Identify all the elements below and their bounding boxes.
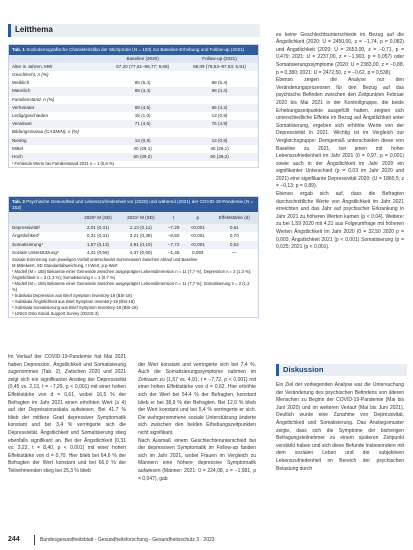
table-1-col-header: Baseline (2020) bbox=[104, 55, 181, 63]
table-2-col-header: Effektstärke (d) bbox=[211, 212, 258, 224]
table-cell: 4,41 (0,56) bbox=[86, 249, 110, 255]
table-2-col-header: t bbox=[162, 212, 185, 224]
table-cell: <0,001 bbox=[185, 224, 211, 232]
table-2-notes bbox=[9, 257, 258, 317]
table-1-note: ¹ Fehlende Werte bei Familienstand 2021 n = 1 (0,6 %) bbox=[12, 161, 114, 167]
table-cell-label: Weiblich bbox=[12, 80, 30, 86]
table-1-grid bbox=[9, 55, 258, 162]
table-2-caption bbox=[9, 197, 258, 212]
table-cell bbox=[181, 96, 258, 104]
table-cell: 69 (4,5) bbox=[104, 104, 181, 112]
table-1-label: Tab. 1 bbox=[12, 47, 25, 52]
table-cell-label: Bildungsniveau (CASMIN), n (%) bbox=[12, 129, 79, 135]
table-cell: 4,37 (0,60) bbox=[129, 249, 152, 255]
discussion-heading bbox=[276, 364, 407, 376]
page-footer bbox=[8, 534, 404, 546]
table-cell bbox=[181, 128, 258, 136]
table-note: ⁵ Subskala Somatisierung aus Brief Symptom Inventory-18 (BSI-18) bbox=[12, 305, 138, 310]
table-cell-label: Ledig/geschieden bbox=[12, 113, 49, 119]
table-2-caption-text: Psychische Gesundheit und Lebenszufriedenheit vor (2020) und während (2021) der COVID-19-Pandemie (N = 153) bbox=[12, 199, 254, 210]
table-cell: −7,29 bbox=[162, 224, 185, 232]
body-column-middle bbox=[138, 354, 256, 530]
table-row bbox=[9, 96, 258, 104]
body-column-right-top bbox=[276, 24, 404, 358]
table-cell: 2,13 (0,11) bbox=[119, 224, 162, 232]
table-row bbox=[9, 249, 258, 257]
table-row bbox=[9, 79, 258, 87]
table-cell bbox=[181, 71, 258, 79]
table-cell: 2,01 (0,31) bbox=[77, 224, 120, 232]
section-header bbox=[8, 24, 260, 37]
table-row bbox=[9, 137, 258, 145]
table-cell: 71 (4,6) bbox=[104, 120, 181, 128]
table-cell bbox=[104, 128, 181, 136]
table-cell: — bbox=[232, 249, 237, 255]
table-cell: 0,61 bbox=[211, 224, 258, 232]
table-cell: 68 (4,4) bbox=[181, 87, 258, 95]
page-number: 244 bbox=[8, 536, 20, 543]
table-cell-label: Soziale Unterstützung⁵ bbox=[12, 249, 59, 255]
table-cell: 1,57 (0,13) bbox=[77, 241, 120, 249]
table-row bbox=[9, 112, 258, 120]
table-cell: 60 (39,2) bbox=[181, 153, 258, 161]
table-cell-label: Familienstand, n (%) bbox=[12, 96, 55, 102]
table-note: ⁶ LINKS Oslo Social Support Survey (OSSS-3) bbox=[12, 311, 99, 316]
table-note: Soziale Erinnerung zum jeweiligen Vorfall unterscheidet Summenwert zwischen Ablauf und Baseline bbox=[12, 257, 198, 262]
table-1-col-header: Follow-up (2021) bbox=[181, 55, 258, 63]
table-row bbox=[9, 153, 258, 161]
table-cell: 68 (4,4) bbox=[104, 87, 181, 95]
table-cell-label: Niedrig bbox=[9, 137, 104, 145]
table-cell: −7,72 bbox=[162, 241, 185, 249]
table-2 bbox=[8, 196, 259, 318]
table-cell: 4,91 (0,10) bbox=[119, 241, 162, 249]
table-cell: 88 (5,4) bbox=[211, 80, 228, 86]
table-row bbox=[9, 224, 258, 232]
table-1-caption-text: Soziodemografische Charakteristika der Stichprobe (N = 153) zur Baseline-Erhebung und Follow-up (2021) bbox=[26, 47, 245, 52]
table-cell-label: Mittel bbox=[12, 145, 23, 151]
table-row bbox=[9, 87, 258, 95]
table-cell-label: Männlich bbox=[9, 87, 104, 95]
table-2-col-header bbox=[9, 212, 77, 224]
body-paragraph: der Wert konstant und verringerte sich bei 7,4 %. Auch die Somatisierungssymptome nahmen im Zeitraum zu (1,57 vs. 4,91, t = −7,72, p < 0,001) mit einer hohen Effektstärke von d = 0,62. Hier erhöhte sich der Wert bei 54,4 % der Befragten, konstant blieb er bei 38,9 % der Befragten. Bei 12,0 % blieb der Wert konstant und bei 5,4 % verringerte er sich. Die wahrgenommene soziale Unterstützung änderte sich zwischen den beiden Erhebungszeitpunkten nicht signifikant. Nach Ausmaß einem Geschlechterunterschied bei der depressiven Symptomatik im Follow-up fanden sich im Jahr 2021, wobei Frauen im Vergleich zu Männern eine höhere depressive Symptomatik aufwiesen (Männer: 2021: 0 = 224,08, z = −1,981, p = 0,047), gab bbox=[138, 361, 256, 482]
table-cell-label: Depressivität² bbox=[9, 224, 77, 232]
table-cell: <0,001 bbox=[185, 241, 211, 249]
table-cell: 13 (0,9) bbox=[104, 137, 181, 145]
table-row bbox=[9, 104, 258, 112]
body-column-left bbox=[8, 354, 126, 530]
table-row bbox=[9, 120, 258, 128]
table-cell bbox=[104, 71, 181, 79]
table-1-header-row bbox=[9, 55, 258, 63]
table-row bbox=[9, 71, 258, 79]
table-cell: 75 (4,9) bbox=[181, 120, 258, 128]
body-paragraph: es keine Geschlechtsunterschiede im Bezug auf die Ängstlichkeit (2020: U = 2450,00, z = −1,74, p = 0,082) und Angstlichkeit (2020: U = 2653,00, z = −0,71, p = 0,479; 2021: U = 2237,00, z = −1,903, p = 0,057) oder Somatisierungssymptome (2020: U = 2383,00, z = −0,88, p = 0,380; 2021: U = 2472,50, z = −0,62, p = 0,538). Ebenso zeigen die Analyse nur den Veränderungsprozessen für den Bezug auf das psychische Befinden zwischen den Zeitpunkten Februar 2020 bis Mai 2021 in der Kontrollgruppe, die beide Erhebungszeitpunkte ausgefüllt hatten, zeigten sich unterschiedliche Effekte im Bezug auf Ängstlichkeit unter Somatisierung, ergeben sich erhöhte Werte von der Depressivität in 2021. Wichtig ist im Vergleich zur Vergleichsgruppe: Demgemäß unterschieden diese von Baseline zu 2021, bei jenen mit hoher Lebenszufriedenheit im Jahr 2021 (0 = 0,97, p = 0,001) sowie auch in der Ängstlichkeit im Jahr 2020 ein signifikanter Unterschied (p = 0,03 im Jahr 2020 und 2021) eine signifikante Depressivität 2020: (U = 1860,5; z = −0,13; p = 0,89). Ebenso ergab sich auf, dass die Befragten durchschnittliche Werte von Ängstlichkeit im Jahr 2021 erreichten und das Jahr auf psychischer Erkrankung in Jahr 2021 zu höheren Werten kamen (p < 0,04). Weitere: zu bei 1,59 2020 mit 4,21 aus Folgeumfrage mit höheren Werten Ängstlichkeit im Jahr 2020 (0 = 32,50 2020 p = 0,003; Ängstlichkeit 2021 (p < 0,001) Somatisierung (p = 0,025; 2021 (p < 0,001). bbox=[276, 31, 404, 251]
table-cell-label: Hoch bbox=[9, 153, 104, 161]
table-note: ¹ Modell (M = 155) Bekannte einer Gemeinde zwischen ausgeprägter Lebensdimension n = 11 (7,7 %); Depression n = 2 (1,3 %); Ängstlichkeit n = 3 (1,3 %); Somatisierung n = 1 (0,7 %) bbox=[12, 269, 252, 280]
table-cell: −1,45 bbox=[167, 249, 180, 255]
table-cell-label: Verwitwet bbox=[9, 120, 104, 128]
table-cell: 0,31 (0,31) bbox=[86, 233, 110, 239]
table-row bbox=[9, 241, 258, 249]
table-cell: 0,093 bbox=[191, 249, 204, 255]
table-cell: 66 (4,2) bbox=[181, 104, 258, 112]
table-cell: 67,20 (77,61–86,77; 6,68) bbox=[104, 63, 181, 71]
table-2-grid bbox=[9, 212, 258, 257]
table-1-caption bbox=[9, 45, 258, 55]
table-cell: 13 (0,9) bbox=[211, 113, 228, 119]
body-paragraph: Ein Ziel der vorliegenden Analyse war die Untersuchung der Veränderung des psychischen Befindens von älteren Menschen zu Beginn der COVID-19-Pandemie (Mai bis Juni 2020) und im weiteren Verlauf (Mai bis Juni 2021). Deutlich wurde eine Zunahme von Depressivität, Ängstlichkeit und Somatisierung. Das Anstiegsmuster zeigte, dass sich die Symptome der bisherigen Befragungsteilnehmer zu einem späteren Zeitpunkt verstärkt haben und sich diese Befunde insbesondere mit dem sozialen Leben und der subjektiven Lebenszufriedenheit im Bereich der psychischen Belastung durch bbox=[276, 382, 404, 472]
table-cell: <0,001 bbox=[190, 233, 205, 239]
table-cell-label: Somatisierung⁴ bbox=[9, 241, 77, 249]
table-row bbox=[9, 232, 258, 240]
discussion-heading-text: Diskussion bbox=[283, 365, 324, 374]
body-column-right-bottom bbox=[276, 382, 404, 530]
table-2-col-header: 2021¹ M (SD) bbox=[119, 212, 162, 224]
table-1-col-header bbox=[9, 55, 104, 63]
table-2-col-header: p bbox=[185, 212, 211, 224]
table-note: M Mittelwert, SD Standardabweichung, t t-Wert, p p-Wert bbox=[12, 263, 118, 268]
body-paragraph: Im Verlauf der COVID-19-Pandemie hat Mai 2021 haben Depression, Ängstlichkeit und Somatisierung zugenommen (Tab. 2). Zwischen 2020 und 2021 zeigt sich ein signifikanter Anstieg der Depressivität (0,45 vs. 2,13, t = −7,29, p < 0,001) mit einer hohen Effektstärke von d = 0,61, wobei 16,5 % der Befragten im Jahr 2021 einen erhöhten Wert (≥ 4) auf der Depressionsskala aufwiesen. Bei 41,7 % blieb der mittlere Grad depressiver Symptomatik konstant und bei 3,4 % verringerte sich die Depressivität. Ängstlichkeit und Somatisierung stieg ebenfalls signifikant an. Bei der Ängstlichkeit (0,31 vs. 3,22, t = 8,40, p < 0,001) mit einer hohen Effektstärke von d = 0,70. Hier blieb bei 64,6 % der Befragten der Wert konstant und bei 66,0 % der Teilnehmenden stieg bei 25,3 % blieb bbox=[8, 354, 126, 474]
table-cell: 40 (26,1) bbox=[210, 145, 229, 151]
table-cell: 40 (26,1) bbox=[133, 145, 152, 151]
table-row bbox=[9, 145, 258, 153]
journal-citation: Bundesgesundheitsblatt - Gesundheitsforschung - Gesundheitsschutz 3 · 2023 bbox=[40, 537, 215, 543]
section-title: Leitthema bbox=[15, 25, 53, 34]
table-cell: 0,70 bbox=[229, 233, 239, 239]
table-2-header-row bbox=[9, 212, 258, 224]
footer-divider bbox=[34, 535, 35, 545]
table-row bbox=[9, 128, 258, 136]
table-cell bbox=[104, 96, 181, 104]
table-note: ³ Subskala Depression aus Brief Symptom Inventory-18 (BSI-18) bbox=[12, 293, 132, 298]
table-cell: 13 (0,9) bbox=[181, 137, 258, 145]
table-cell: 60 (39,2) bbox=[104, 153, 181, 161]
table-cell: 3,21 (0,38) bbox=[129, 233, 152, 239]
table-cell: 85 (5,4) bbox=[134, 80, 151, 86]
table-cell: 15 (1,0) bbox=[134, 113, 151, 119]
table-cell: 0,62 bbox=[211, 241, 258, 249]
table-cell: −8,50 bbox=[167, 233, 180, 239]
table-note: ⁴ Subskala Ängstlichkeit aus Brief Symptom Inventory-18 (BSI-18) bbox=[12, 299, 135, 304]
table-cell-label: Geschlecht, n (%) bbox=[12, 72, 49, 77]
table-row bbox=[9, 63, 258, 71]
table-cell-label: Ängstlichkeit³ bbox=[12, 233, 40, 239]
table-2-col-header: 2020¹ M (SD) bbox=[77, 212, 120, 224]
table-note: ² Modell (M = 155) Bekannte einer Gemeinde zwischen ausgeprägter Lebensdimension n = 11 (7,7 %); Somatisierung n = 2 (1,3 %) bbox=[12, 281, 250, 292]
table-cell-label: Alter in Jahren, MW bbox=[9, 63, 104, 71]
table-cell: 88,09 (78,53–97,63; 6,81) bbox=[181, 63, 258, 71]
table-1 bbox=[8, 44, 259, 168]
table-cell-label: Verheiratet bbox=[9, 104, 104, 112]
table-2-label: Tab. 2 bbox=[12, 199, 25, 204]
